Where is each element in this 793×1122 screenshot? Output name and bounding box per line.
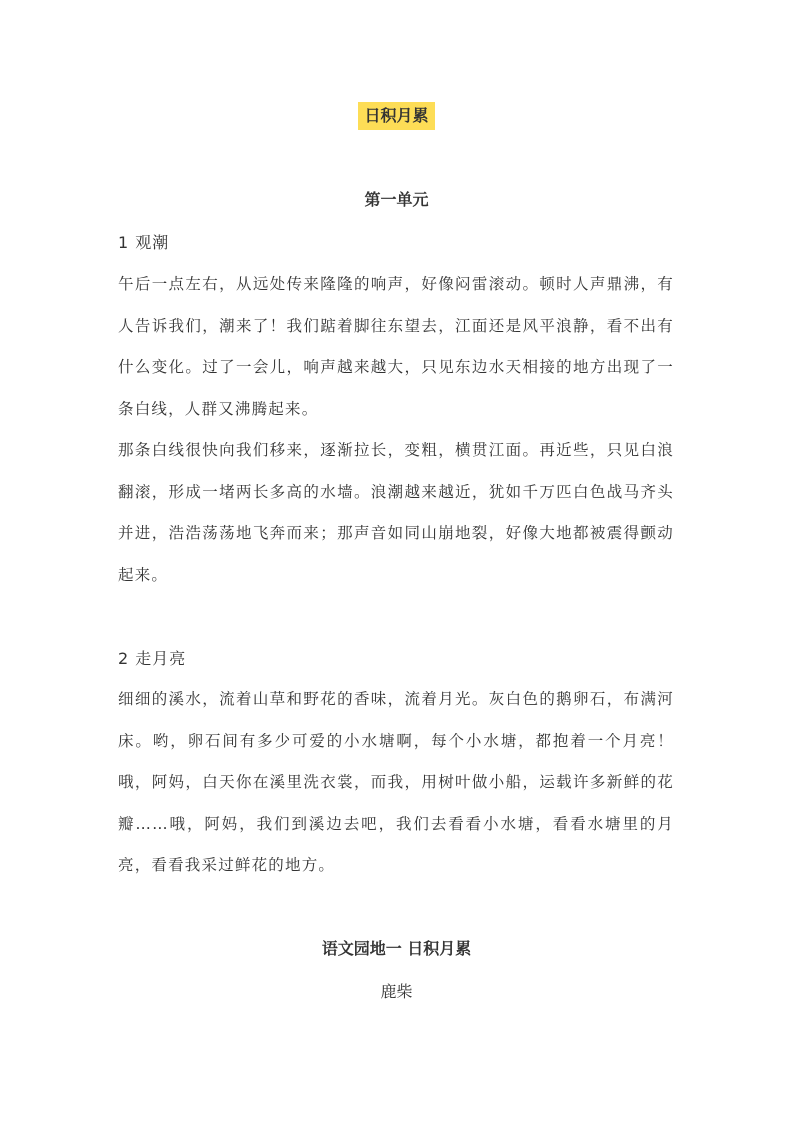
section-1-paragraph-1: 午后一点左右，从远处传来隆隆的响声，好像闷雷滚动。顿时人声鼎沸，有人告诉我们，潮来了！我们踮着脚往东望去，江面还是风平浪静，看不出有什么变化。过了一会儿，响声越来越大，只见东边水天相接的地方出现了一条白线，人群又沸腾起来。 xyxy=(118,275,674,418)
section-heading-1: 1 观潮 xyxy=(118,233,170,252)
garden-title: 语文园地一 日积月累 xyxy=(321,939,472,958)
page-title: 日积月累 xyxy=(358,102,434,130)
section-1-paragraph-2: 那条白线很快向我们移来，逐渐拉长，变粗，横贯江面。再近些，只见白浪翻滚，形成一堵两长多高的水墙。浪潮越来越近，犹如千万匹白色战马齐头并进，浩浩荡荡地飞奔而来；那声音如同山崩地裂，好像大地都被震得颤动起来。 xyxy=(118,441,674,584)
poem-title: 鹿柴 xyxy=(380,982,413,1001)
section-2-paragraph-1: 细细的溪水，流着山草和野花的香味，流着月光。灰白色的鹅卵石，布满河床。哟，卵石间有多少可爱的小水塘啊，每个小水塘，都抱着一个月亮！哦，阿妈，白天你在溪里洗衣裳，而我，用树叶做小船，运载许多新鲜的花瓣……哦，阿妈，我们到溪边去吧，我们去看看小水塘，看看水塘里的月亮，看看我采过鲜花的地方。 xyxy=(118,690,674,874)
unit-title: 第一单元 xyxy=(364,190,429,209)
section-heading-2: 2 走月亮 xyxy=(118,649,187,668)
title-wrapper xyxy=(0,102,793,130)
